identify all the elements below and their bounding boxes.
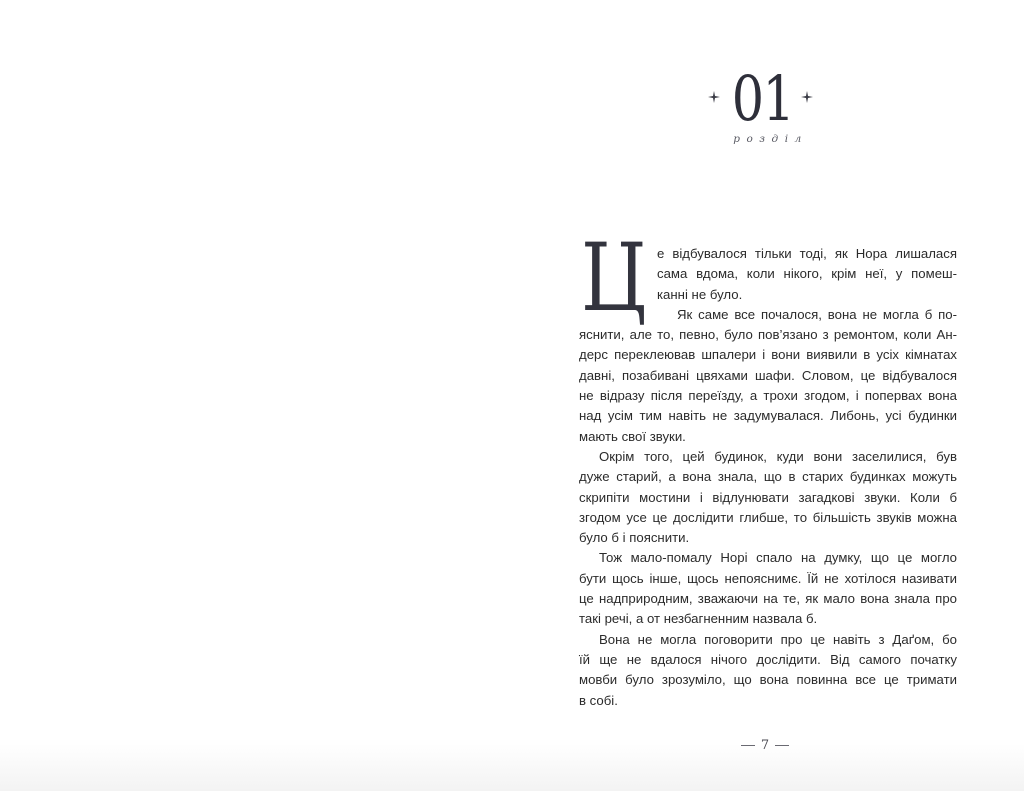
text-line: давні, позабивані цвяхами шафи. Словом, це відбувалося xyxy=(579,367,957,383)
text-line: бути щось інше, щось непояснимє. Їй не хотілося називати xyxy=(579,570,957,586)
text-line: е відбувалося тільки тоді, як Нора лишалася xyxy=(657,246,957,261)
text-line: мають свої звуки. xyxy=(579,428,686,444)
chapter-body xyxy=(579,224,957,711)
right-page xyxy=(512,0,1024,791)
drop-cap: Ц xyxy=(581,224,647,333)
text-line: Як саме все почалося, вона не могла б по- xyxy=(677,306,957,322)
chapter-label: розділ xyxy=(733,133,808,145)
sparkle-icon xyxy=(801,91,813,103)
page-number-dash-left xyxy=(741,745,755,746)
text-line: яснити, але то, певно, було пов’язано з ремонтом, коли Ан- xyxy=(579,327,957,343)
text-line: скрипіти мостини і відлунювати загадкові звуки. Коли б xyxy=(579,489,957,505)
text-line: не відразу після переїзду, а трохи згодом, і попервах вона xyxy=(579,388,957,404)
text-line: дуже старий, а вона знала, що в старих будинках можуть xyxy=(579,469,957,485)
text-line: канні не було. xyxy=(657,286,743,302)
text-line: такі речі, а от незбагненним назвала б. xyxy=(579,611,818,627)
drop-cap-area xyxy=(579,224,657,333)
text-line: Тож мало-помалу Норі спало на думку, що це могло xyxy=(599,550,957,566)
text-line: це надприродним, зважаючи на те, як мало вона знала про xyxy=(579,591,957,607)
page-number xyxy=(725,738,805,753)
text-line: було б і пояснити. xyxy=(579,530,690,546)
text-line: згодом усе це дослідити глибше, то більшість звуків можна xyxy=(579,509,957,525)
page-number-value: 7 xyxy=(760,738,770,753)
text-line: в собі. xyxy=(579,692,618,708)
chapter-number-wrap xyxy=(712,64,812,134)
text-line: їй ще не вдалося нічого дослідити. Від самого початку xyxy=(579,651,957,667)
chapter-number: 01 xyxy=(731,62,793,135)
text-line: сама вдома, коли нікого, крім неї, у помеш- xyxy=(657,266,957,282)
text-line: Окрім того, цей будинок, куди вони заселилися, був xyxy=(599,448,957,464)
drop-cap-lines xyxy=(657,244,957,325)
text-line: дерс переклеював шпалери і вони виявили в усіх кімнатах xyxy=(579,347,957,363)
text-line: мовби було зрозуміло, що вона повинна все це тримати xyxy=(579,672,957,688)
text-line: над усім тим навіть не задумувалася. Либонь, усі будинки xyxy=(579,408,957,424)
page-number-dash-right xyxy=(775,745,789,746)
text-line: Вона не могла поговорити про це навіть з Даґом, бо xyxy=(599,631,957,647)
